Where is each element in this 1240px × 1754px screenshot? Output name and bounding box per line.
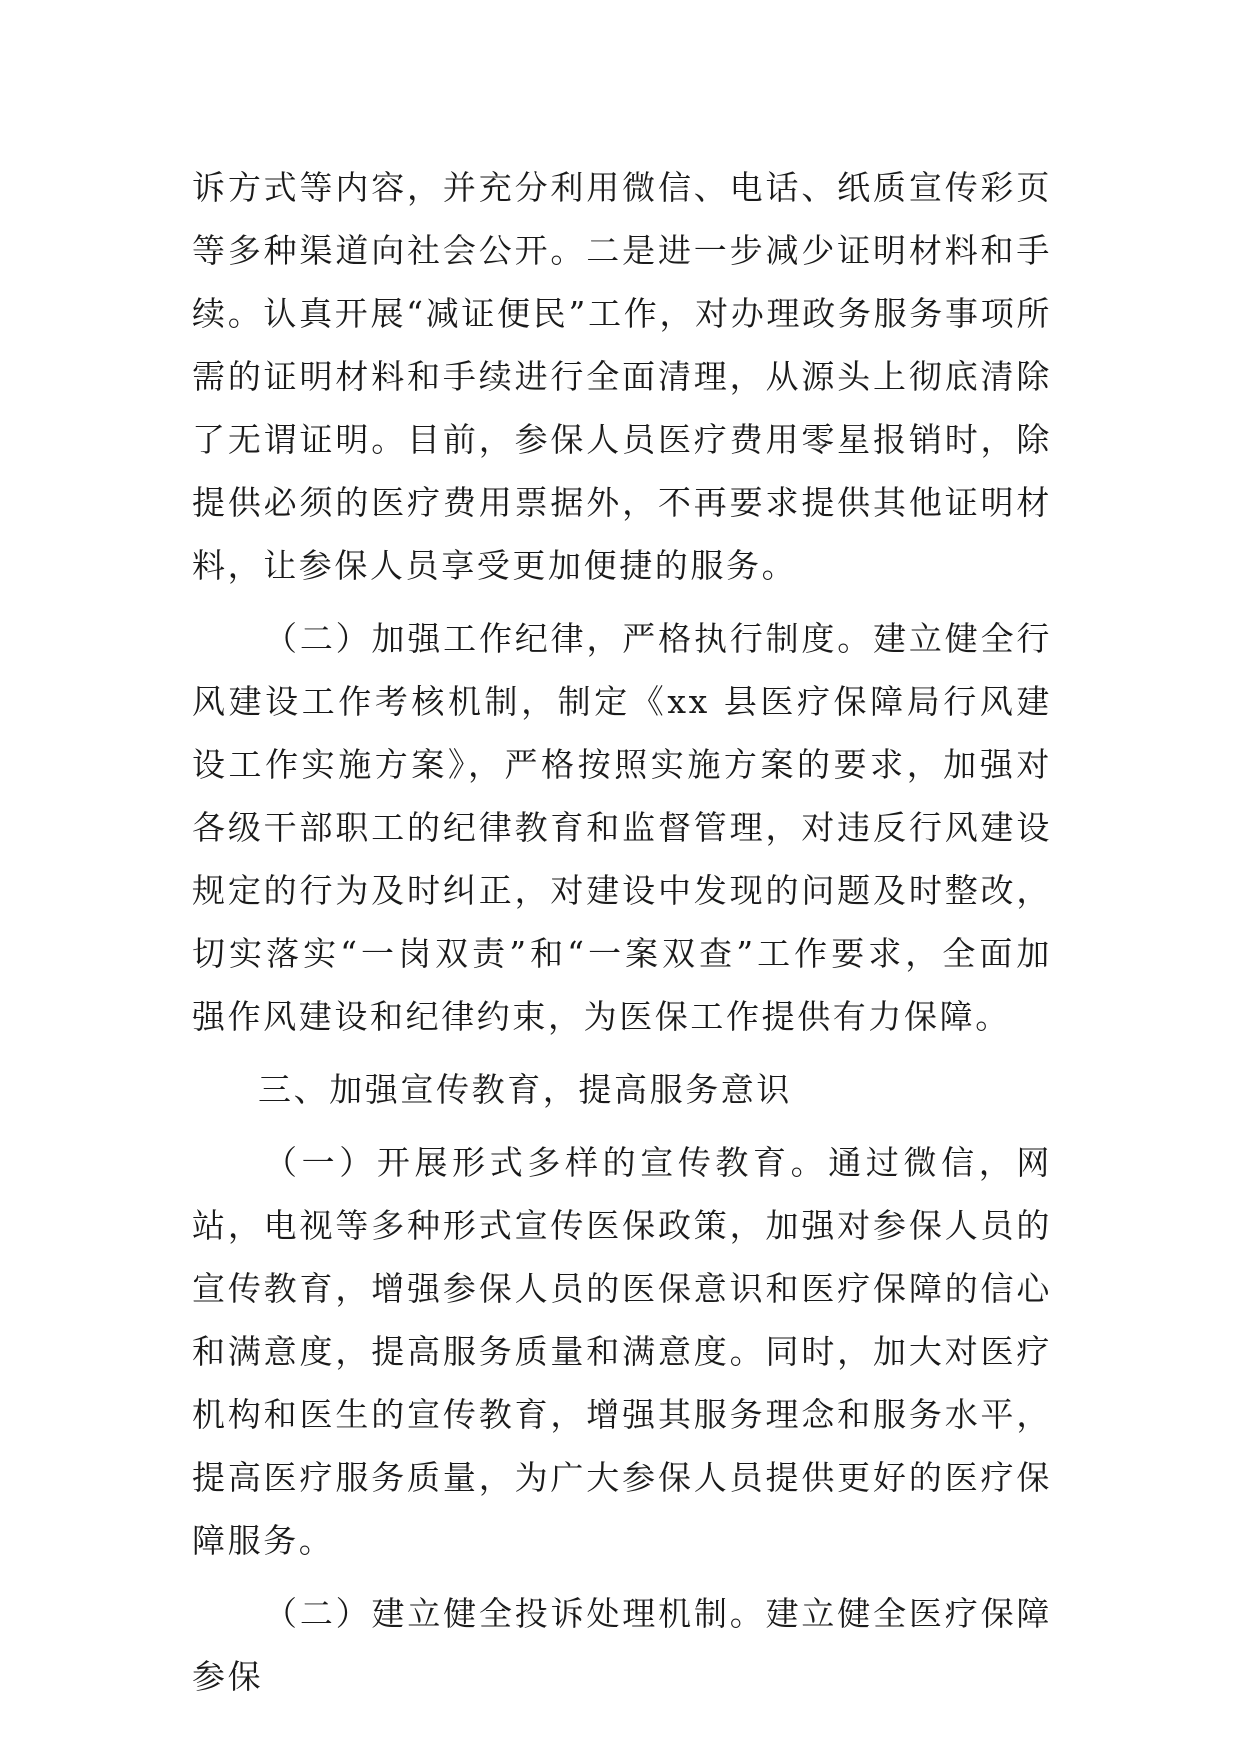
document-body [192, 156, 1052, 1718]
paragraph-complaint-mechanism: （二）建立健全投诉处理机制。建立健全医疗保障参保 [192, 1594, 1052, 1696]
paragraph-publicity-education: （一）开展形式多样的宣传教育。通过微信，网站，电视等多种形式宣传医保政策，加强对参保人员的宣传教育，增强参保人员的医保意识和医疗保障的信心和满意度，提高服务质量和满意度。同时，加大对医疗机构和医生的宣传教育，增强其服务理念和服务水平，提高医疗服务质量，为广大参保人员提供更好的医疗保障服务。 [192, 1143, 1052, 1560]
paragraph-work-discipline: （二）加强工作纪律，严格执行制度。建立健全行风建设工作考核机制，制定《xx 县医疗保障局行风建设工作实施方案》，严格按照实施方案的要求，加强对各级干部职工的纪律教育和监督管理，对违反行风建设规定的行为及时纠正，对建设中发现的问题及时整改，切实落实“一岗双责”和“一案双查”工作要求，全面加强作风建设和纪律约束，为医保工作提供有力保障。 [192, 619, 1052, 1036]
paragraph-disclosure-continued: 诉方式等内容，并充分利用微信、电话、纸质宣传彩页等多种渠道向社会公开。二是进一步减少证明材料和手续。认真开展“减证便民”工作，对办理政务服务事项所需的证明材料和手续进行全面清理，从源头上彻底清除了无谓证明。目前，参保人员医疗费用零星报销时，除提供必须的医疗费用票据外，不再要求提供其他证明材料，让参保人员享受更加便捷的服务。 [192, 168, 1052, 585]
section-heading-publicity: 三、加强宣传教育，提高服务意识 [258, 1070, 792, 1109]
